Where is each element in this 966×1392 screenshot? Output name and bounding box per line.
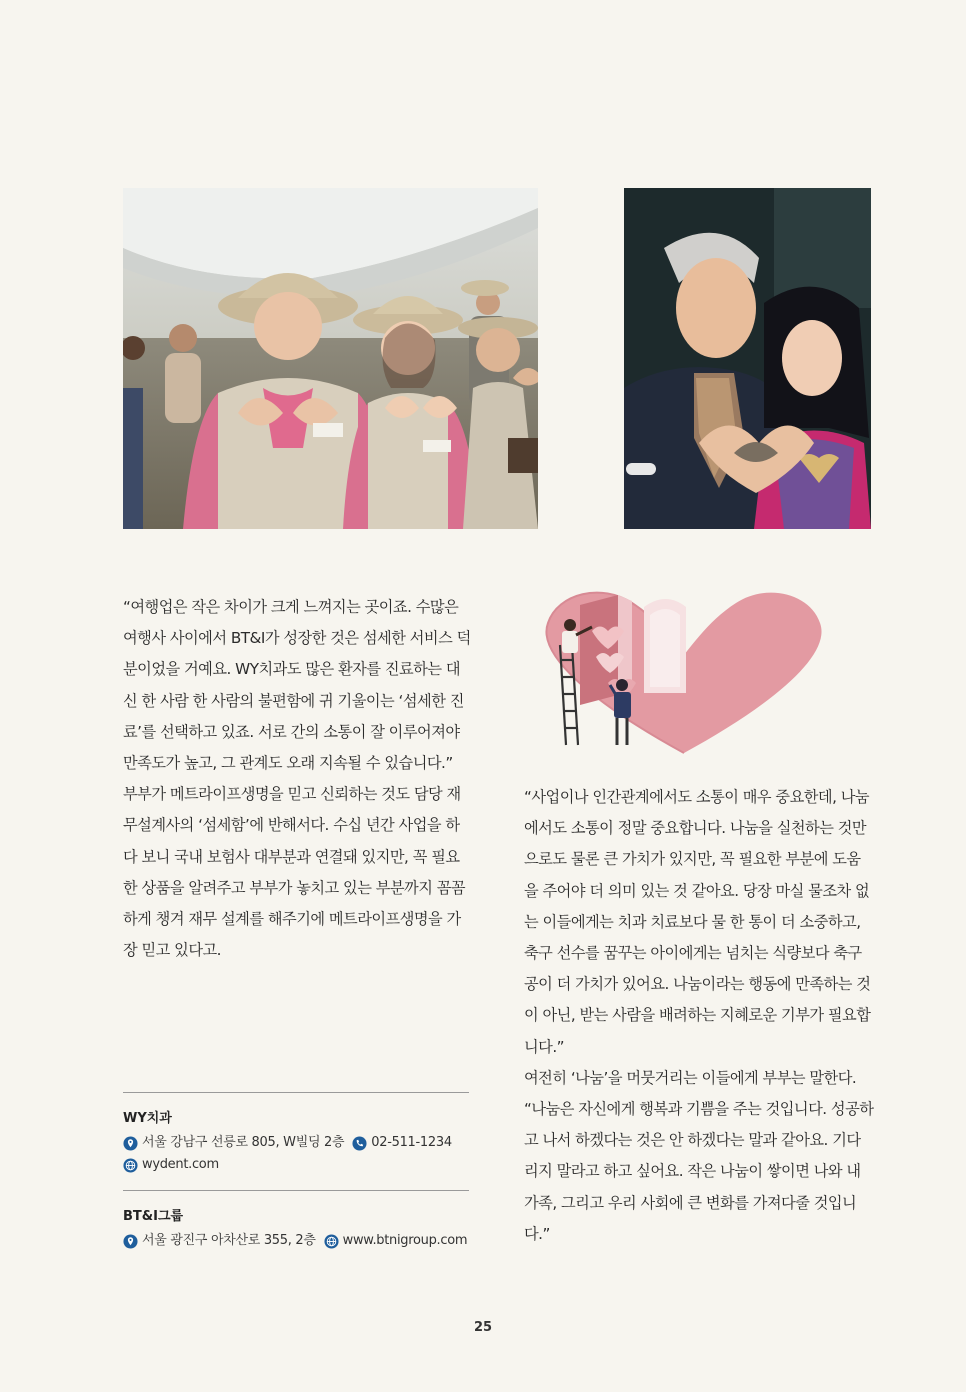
company-name: WY치과	[123, 1111, 172, 1126]
wy-clinic-info	[123, 1092, 469, 1176]
phone-icon	[352, 1136, 367, 1151]
article-right-column	[524, 782, 874, 1250]
phone-text: 02-511-1234	[371, 1135, 452, 1150]
bti-group-info	[123, 1190, 469, 1252]
divider	[123, 1092, 469, 1093]
article-left-column	[123, 592, 473, 966]
website-link[interactable]: wydent.com	[142, 1157, 219, 1172]
volunteer-photo	[123, 188, 538, 529]
divider	[123, 1190, 469, 1191]
quote-paragraph: “사업이나 인간관계에서도 소통이 매우 중요한데, 나눔에서도 소통이 정말 중요합니다. 나눔을 실천하는 것만으로도 물론 큰 가치가 있지만, 꼭 필요한 부분에 도움을 주어야 더 의미 있는 것 같아요. 당장 마실 물조차 없는 이들에게는 치과 치료보다 물 한 통이 더 소중하고, 축구 선수를 꿈꾸는 아이에게는 넘치는 식량보다 축구공이 더 가치가 있어요. 나눔이라는 행동에 만족하는 것이 아닌, 받는 사람을 배려하는 지혜로운 기부가 필요합니다.”	[524, 788, 871, 1056]
contact-line	[123, 1154, 469, 1176]
body-paragraph: 여전히 ‘나눔’을 머뭇거리는 이들에게 부부는 말한다.	[524, 1068, 857, 1087]
address-text: 서울 광진구 아차산로 355, 2층	[142, 1233, 316, 1248]
location-pin-icon	[123, 1136, 138, 1151]
address-text: 서울 강남구 선릉로 805, W빌딩 2층	[142, 1135, 345, 1150]
contact-line	[123, 1132, 469, 1154]
heart-illustration	[536, 585, 872, 755]
quote-paragraph: “여행업은 작은 차이가 크게 느껴지는 곳이죠. 수많은 여행사 사이에서 BT&I가 성장한 것은 섬세한 서비스 덕분이었을 거예요. WY치과도 많은 환자를 진료하는 대신 한 사람 한 사람의 불편함에 귀 기울이는 ‘섬세한 진료’를 선택하고 있죠. 서로 간의 소통이 잘 이루어져야 만족도가 높고, 그 관계도 오래 지속될 수 있습니다.”	[123, 598, 471, 773]
company-name: BT&I그룹	[123, 1209, 184, 1224]
globe-icon	[123, 1158, 138, 1173]
couple-photo	[624, 188, 871, 529]
page-number: 25	[473, 1320, 493, 1335]
website-link[interactable]: www.btnigroup.com	[342, 1233, 468, 1248]
quote-paragraph: “나눔은 자신에게 행복과 기쁨을 주는 것입니다. 성공하고 나서 하겠다는 것은 안 하겠다는 말과 같아요. 기다리지 말라고 하고 싶어요. 작은 나눔이 쌓이면 나와 내 가족, 그리고 우리 사회에 큰 변화를 가져다줄 것입니다.”	[524, 1100, 874, 1243]
body-paragraph: 부부가 메트라이프생명을 믿고 신뢰하는 것도 담당 재무설계사의 ‘섬세함’에 반해서다. 수십 년간 사업을 하다 보니 국내 보험사 대부분과 연결돼 있지만, 꼭 필요한 상품을 알려주고 부부가 놓치고 있는 부분까지 꼼꼼하게 챙겨 재무 설계를 해주기에 메트라이프생명을 가장 믿고 있다고.	[123, 785, 466, 960]
globe-icon	[324, 1234, 339, 1249]
contact-line	[123, 1230, 469, 1252]
location-pin-icon	[123, 1234, 138, 1249]
